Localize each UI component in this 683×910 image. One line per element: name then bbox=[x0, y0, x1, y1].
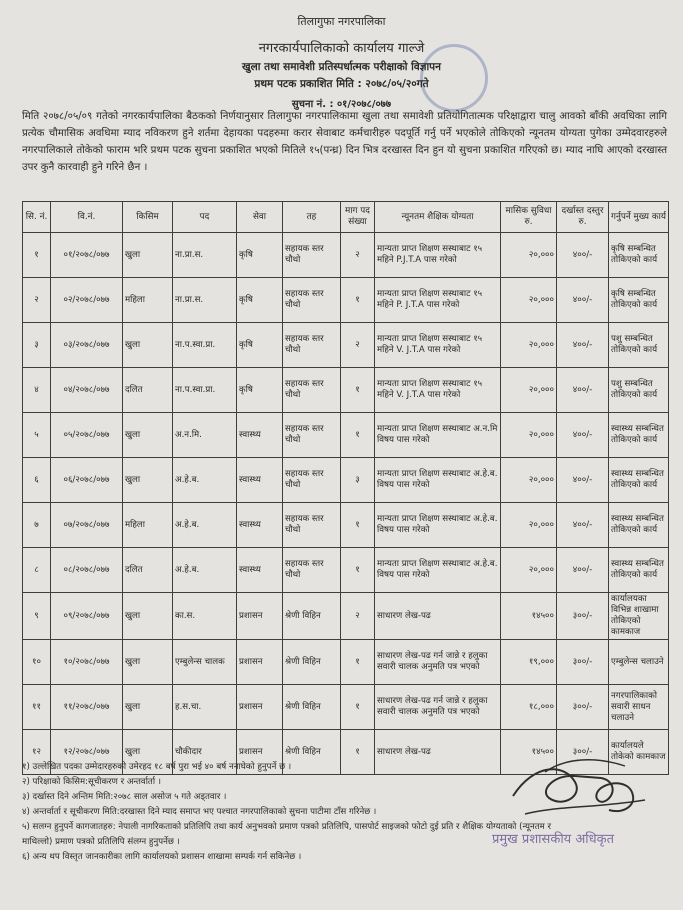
cell-count: १ bbox=[341, 368, 375, 413]
cell-post: ना.प्रा.स. bbox=[173, 233, 237, 278]
cell-sn: १ bbox=[23, 233, 51, 278]
header-count: माग पद संख्या bbox=[341, 202, 375, 233]
cell-sn: ९ bbox=[23, 593, 51, 640]
header-level: तह bbox=[283, 202, 341, 233]
note-5-cont: माथिल्लो) प्रमाण पत्रको प्रतिलिपि संलग्न हुनुपर्नेछ । bbox=[22, 837, 180, 847]
cell-level: सहायक स्तर चौथो bbox=[283, 503, 341, 548]
cell-count: १ bbox=[341, 685, 375, 730]
handwritten-signature bbox=[505, 752, 655, 832]
cell-post: अ.हे.ब. bbox=[173, 503, 237, 548]
cell-fee: ४००/- bbox=[557, 323, 609, 368]
cell-type: महिला bbox=[123, 503, 173, 548]
cell-duty: कृषि सम्बन्धित तोकिएको कार्य bbox=[609, 233, 669, 278]
note-3: ३) दर्खास्त दिने अन्तिम मिति:२०७८ साल असोज ५ गते अड्तवार । bbox=[22, 792, 227, 802]
cell-duty: पशु सम्बन्धित तोकिएको कार्य bbox=[609, 368, 669, 413]
cell-level: सहायक स्तर चौथो bbox=[283, 368, 341, 413]
cell-qualification: मान्यता प्राप्त शिक्षण सस्थाबाट अ.हे.ब. विषय पास गरेको bbox=[375, 548, 501, 593]
header-salary: मासिक सुविधा रु. bbox=[501, 202, 557, 233]
cell-post: अ.न.मि. bbox=[173, 413, 237, 458]
cell-post: चौकीदार bbox=[173, 730, 237, 775]
cell-qualification: मान्यता प्राप्त शिक्षण सस्थाबाट १५ महिने P.J.T.A पास गरेको bbox=[375, 233, 501, 278]
note-1: १) उल्लेखित पदका उम्मेदारहरुको उमेरहद १८ बर्ष पुरा भई ४० बर्ष ननाघेको हुनुपर्ने छ । bbox=[22, 762, 292, 772]
cell-count: १ bbox=[341, 730, 375, 775]
header-type: किसिम bbox=[123, 202, 173, 233]
cell-service: स्वास्थ्य bbox=[237, 413, 283, 458]
cell-qualification: मान्यता प्राप्त शिक्षण सस्थाबाट १५ महिने V. J.T.A पास गरेको bbox=[375, 323, 501, 368]
cell-service: स्वास्थ्य bbox=[237, 548, 283, 593]
cell-salary: १९,००० bbox=[501, 640, 557, 685]
cell-salary: २०,००० bbox=[501, 368, 557, 413]
cell-level: सहायक स्तर चौथो bbox=[283, 278, 341, 323]
header-fee: दर्खास्त दस्तुर रु. bbox=[557, 202, 609, 233]
cell-service: कृषि bbox=[237, 233, 283, 278]
cell-level: श्रेणी विहिन bbox=[283, 685, 341, 730]
cell-salary: १४५०० bbox=[501, 593, 557, 640]
cell-count: ३ bbox=[341, 458, 375, 503]
cell-sn: ६ bbox=[23, 458, 51, 503]
cell-fee: ३००/- bbox=[557, 593, 609, 640]
table-row bbox=[23, 323, 669, 368]
cell-sn: ८ bbox=[23, 548, 51, 593]
cell-duty: कृषि सम्बन्धित तोकिएको कार्य bbox=[609, 278, 669, 323]
cell-service: कृषि bbox=[237, 368, 283, 413]
cell-sn: ५ bbox=[23, 413, 51, 458]
cell-ad-no: ०८/२०७८/०७७ bbox=[51, 548, 123, 593]
vacancy-table bbox=[22, 201, 669, 775]
cell-duty: एम्बुलेन्स चलाउने bbox=[609, 640, 669, 685]
cell-type: खुला bbox=[123, 593, 173, 640]
table-row bbox=[23, 368, 669, 413]
cell-salary: २०,००० bbox=[501, 458, 557, 503]
cell-level: सहायक स्तर चौथो bbox=[283, 413, 341, 458]
cell-service: स्वास्थ्य bbox=[237, 503, 283, 548]
cell-level: सहायक स्तर चौथो bbox=[283, 233, 341, 278]
cell-level: श्रेणी विहिन bbox=[283, 640, 341, 685]
cell-fee: ४००/- bbox=[557, 368, 609, 413]
cell-service: कृषि bbox=[237, 278, 283, 323]
cell-level: श्रेणी विहिन bbox=[283, 593, 341, 640]
cell-fee: ४००/- bbox=[557, 503, 609, 548]
cell-qualification: साधारण लेख-पढ bbox=[375, 730, 501, 775]
cell-duty: स्वास्थ्य सम्बन्धित तोकिएको कार्य bbox=[609, 458, 669, 503]
cell-duty: पशु सम्बन्धित तोकिएको कार्य bbox=[609, 323, 669, 368]
table-row bbox=[23, 503, 669, 548]
cell-post: अ.हे.ब. bbox=[173, 458, 237, 503]
cell-count: २ bbox=[341, 323, 375, 368]
cell-fee: ३००/- bbox=[557, 730, 609, 775]
notice-number: सुचना नं. : ०१/२०७८/०७७ bbox=[291, 99, 392, 110]
cell-ad-no: १२/२०७८/०७७ bbox=[51, 730, 123, 775]
cell-count: २ bbox=[341, 233, 375, 278]
cell-ad-no: ०९/२०७८/०७७ bbox=[51, 593, 123, 640]
cell-salary: २०,००० bbox=[501, 413, 557, 458]
cell-sn: १० bbox=[23, 640, 51, 685]
notice-title: खुला तथा समावेशी प्रतिस्पर्धात्मक परीक्षाको विज्ञापन bbox=[242, 61, 441, 73]
cell-type: खुला bbox=[123, 730, 173, 775]
cell-count: १ bbox=[341, 640, 375, 685]
cell-qualification: मान्यता प्राप्त शिक्षण सस्थाबाट १५ महिने V. J.T.A पास गरेको bbox=[375, 368, 501, 413]
cell-ad-no: ०६/२०७८/०७७ bbox=[51, 458, 123, 503]
note-6: ६) अन्य थप विस्तृत जानकारीका लागि कार्यालयको प्रशासन शाखामा सम्पर्क गर्न सकिनेछ । bbox=[22, 852, 302, 862]
cell-salary: २०,००० bbox=[501, 323, 557, 368]
notes-list bbox=[22, 760, 552, 865]
cell-salary: १४५०० bbox=[501, 730, 557, 775]
cell-qualification: साधारण लेख-पढ bbox=[375, 593, 501, 640]
cell-count: १ bbox=[341, 548, 375, 593]
cell-fee: ४००/- bbox=[557, 458, 609, 503]
cell-count: १ bbox=[341, 278, 375, 323]
cell-level: सहायक स्तर चौथो bbox=[283, 323, 341, 368]
cell-service: प्रशासन bbox=[237, 640, 283, 685]
header-qualification: न्यूनतम शैक्षिक योग्यता bbox=[375, 202, 501, 233]
cell-duty: कार्यालयका विभिन्न शाखामा तोकिएको कामकाज bbox=[609, 593, 669, 640]
table-row bbox=[23, 413, 669, 458]
cell-ad-no: १०/२०७८/०७७ bbox=[51, 640, 123, 685]
cell-type: खुला bbox=[123, 640, 173, 685]
cell-level: सहायक स्तर चौथो bbox=[283, 548, 341, 593]
cell-salary: १८,००० bbox=[501, 685, 557, 730]
signatory-title: प्रमुख प्रशासकीय अधिकृत bbox=[492, 832, 615, 847]
cell-qualification: मान्यता प्राप्त शिक्षण सस्थाबाट अ.हे.ब. विषय पास गरेको bbox=[375, 503, 501, 548]
cell-post: ह.स.चा. bbox=[173, 685, 237, 730]
intro-paragraph: मिति २०७८/०५/०९ गतेको नगरकार्यपालिका बैठकको निर्णयानुसार तिलागुफा नगरपालिकामा खुला तथा समावेशी प्रतियोगितात्मक परिक्षाद्वारा चालु आवको बाँकी अवधिका लागि प्रत्येक चौमासिक अवधिमा म्याद नविकरण हुने शर्तमा देहायका पदहरुमा करार सेवाबाट कर्मचारीहरु पदपूर्ति गर्नु पर्ने भएकोले तोकिएको न्यूनतम योग्यता पुगेका उम्मेदवारहरुले नगरपालिकाले तोकेको फाराम भरि प्रथम पटक सुचना प्रकाशित भएको मितिले १५(पन्ध्र) दिन भित्र दरखास्त दिन हुन यो सुचना प्रकाशित गरिएको छ। म्याद नाघि आएको दरखास्त उपर कुनै कारवाही हुने गरिने छैन । bbox=[22, 111, 667, 173]
cell-sn: ७ bbox=[23, 503, 51, 548]
header-service: सेवा bbox=[237, 202, 283, 233]
cell-ad-no: ०४/२०७८/०७७ bbox=[51, 368, 123, 413]
cell-type: खुला bbox=[123, 323, 173, 368]
table-row bbox=[23, 548, 669, 593]
cell-duty: स्वास्थ्य सम्बन्धित तोकिएको कार्य bbox=[609, 413, 669, 458]
header-ad-no: वि.नं. bbox=[51, 202, 123, 233]
cell-sn: ४ bbox=[23, 368, 51, 413]
cell-qualification: साधारण लेख-पढ गर्न जान्ने र हलुका सवारी चालक अनुमति पत्र भएको bbox=[375, 685, 501, 730]
cell-type: खुला bbox=[123, 685, 173, 730]
cell-post: एम्बुलेन्स चालक bbox=[173, 640, 237, 685]
cell-service: प्रशासन bbox=[237, 593, 283, 640]
table-row bbox=[23, 640, 669, 685]
header-post: पद bbox=[173, 202, 237, 233]
cell-service: प्रशासन bbox=[237, 730, 283, 775]
cell-service: कृषि bbox=[237, 323, 283, 368]
cell-type: खुला bbox=[123, 233, 173, 278]
note-2: २) परिक्षाको किसिम:सूचीकरण र अन्तर्वार्ता । bbox=[22, 777, 162, 787]
cell-fee: ४००/- bbox=[557, 548, 609, 593]
cell-salary: २०,००० bbox=[501, 278, 557, 323]
note-5: ५) सलग्न हुनुपर्ने कागजातहरु: नेपाली नागरिकताको प्रतिलिपि तथा कार्य अनुभवको प्रमाण पत्रको प्रतिलिपि, पासपोर्ट साइजको फोटो दुई प्रति र शैक्षिक योग्यताको (न्यूनतम र bbox=[22, 822, 552, 832]
cell-qualification: मान्यता प्राप्त शिक्षण सस्थाबाट अ.हे.ब. विषय पास गरेको bbox=[375, 458, 501, 503]
table-row bbox=[23, 593, 669, 640]
cell-fee: ४००/- bbox=[557, 413, 609, 458]
table-header-row bbox=[23, 202, 669, 233]
cell-ad-no: ०१/२०७८/०७७ bbox=[51, 233, 123, 278]
cell-sn: १२ bbox=[23, 730, 51, 775]
cell-type: खुला bbox=[123, 413, 173, 458]
published-date: प्रथम पटक प्रकाशित मिति : २०७८/०५/२०गते bbox=[254, 78, 429, 90]
cell-salary: २०,००० bbox=[501, 548, 557, 593]
cell-ad-no: ०७/२०७८/०७७ bbox=[51, 503, 123, 548]
cell-level: श्रेणी विहिन bbox=[283, 730, 341, 775]
cell-type: दलित bbox=[123, 548, 173, 593]
note-4: ४) अन्तर्वार्ता र सूचीकरण मिति:दरखास्त दिने म्याद समाप्त भए पश्चात नगरपालिकाको सुचना पाटीमा टाँस गरिनेछ । bbox=[22, 807, 377, 817]
cell-fee: ४००/- bbox=[557, 233, 609, 278]
cell-ad-no: ११/२०७८/०७७ bbox=[51, 685, 123, 730]
cell-post: अ.हे.ब. bbox=[173, 548, 237, 593]
cell-post: ना.प्रा.स. bbox=[173, 278, 237, 323]
cell-fee: ३००/- bbox=[557, 685, 609, 730]
cell-duty: कार्यालयले तोकेको कामकाज bbox=[609, 730, 669, 775]
cell-post: ना.प.स्वा.प्रा. bbox=[173, 368, 237, 413]
cell-duty: स्वास्थ्य सम्बन्धित तोकिएको कार्य bbox=[609, 548, 669, 593]
cell-count: १ bbox=[341, 413, 375, 458]
cell-count: २ bbox=[341, 593, 375, 640]
cell-qualification: मान्यता प्राप्त शिक्षण सस्थाबाट अ.न.मि विषय पास गरेको bbox=[375, 413, 501, 458]
cell-salary: २०,००० bbox=[501, 503, 557, 548]
cell-ad-no: ०५/२०७८/०७७ bbox=[51, 413, 123, 458]
table-row bbox=[23, 458, 669, 503]
cell-qualification: मान्यता प्राप्त शिक्षण सस्थाबाट १५ महिने P. J.T.A पास गरेको bbox=[375, 278, 501, 323]
table-row bbox=[23, 278, 669, 323]
cell-service: प्रशासन bbox=[237, 685, 283, 730]
cell-fee: ४००/- bbox=[557, 278, 609, 323]
cell-duty: स्वास्थ्य सम्बन्धित तोकिएको कार्य bbox=[609, 503, 669, 548]
header-sn: सि. नं. bbox=[23, 202, 51, 233]
cell-fee: ३००/- bbox=[557, 640, 609, 685]
cell-sn: २ bbox=[23, 278, 51, 323]
cell-type: दलित bbox=[123, 368, 173, 413]
table-row bbox=[23, 685, 669, 730]
cell-post: का.स. bbox=[173, 593, 237, 640]
cell-ad-no: ०२/२०७८/०७७ bbox=[51, 278, 123, 323]
cell-level: सहायक स्तर चौथो bbox=[283, 458, 341, 503]
table-row bbox=[23, 233, 669, 278]
cell-qualification: साधारण लेख-पढ गर्न जान्ने र हलुका सवारी चालक अनुमति पत्र भएको bbox=[375, 640, 501, 685]
office-name: नगरकार्यपालिकाको कार्यालय गाल्जे bbox=[258, 41, 425, 56]
cell-sn: ११ bbox=[23, 685, 51, 730]
cell-sn: ३ bbox=[23, 323, 51, 368]
cell-type: महिला bbox=[123, 278, 173, 323]
header-duty: गर्नुपर्ने मुख्य कार्य bbox=[609, 202, 669, 233]
cell-type: खुला bbox=[123, 458, 173, 503]
cell-count: १ bbox=[341, 503, 375, 548]
cell-duty: नगरपालिकाको सवारी साधन चलाउने bbox=[609, 685, 669, 730]
cell-ad-no: ०३/२०७८/०७७ bbox=[51, 323, 123, 368]
municipality-name: तिलागुफा नगरपालिका bbox=[297, 15, 386, 28]
cell-salary: २०,००० bbox=[501, 233, 557, 278]
cell-post: ना.प.स्वा.प्रा. bbox=[173, 323, 237, 368]
cell-service: स्वास्थ्य bbox=[237, 458, 283, 503]
